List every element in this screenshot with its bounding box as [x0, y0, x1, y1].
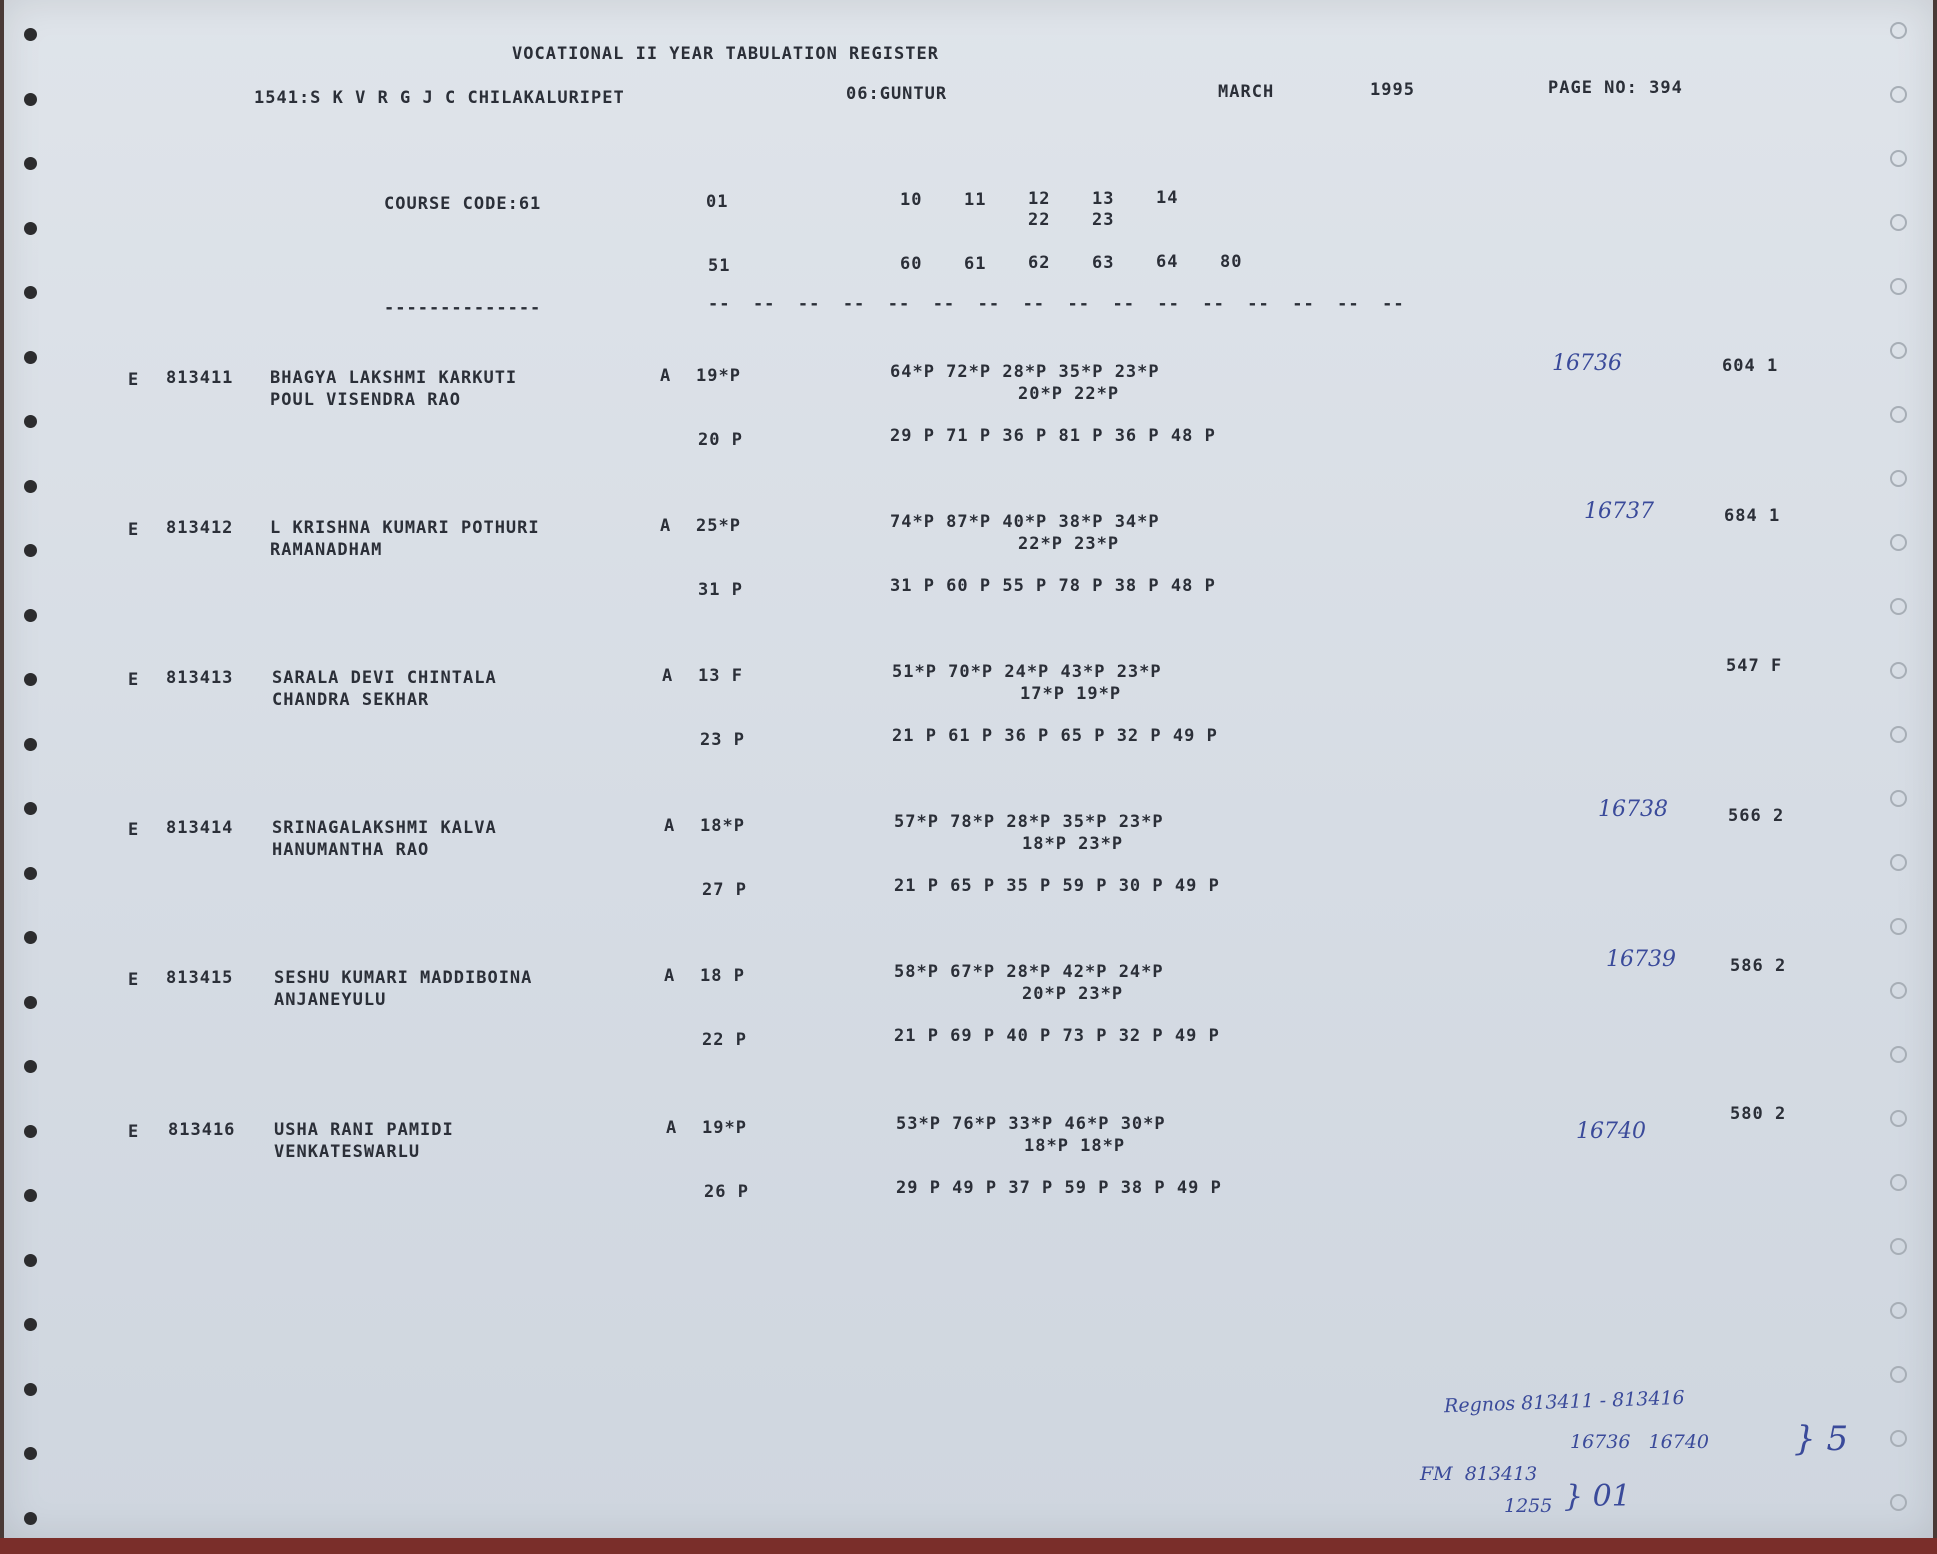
feed-hole	[24, 351, 37, 364]
feed-hole	[24, 1318, 37, 1331]
subject-code: 23	[1092, 210, 1115, 230]
feed-hole	[1890, 1238, 1907, 1255]
tabulation-sheet	[4, 0, 1933, 1538]
header-underline: --------------	[384, 298, 542, 318]
marks-row: 29 P 49 P 37 P 59 P 38 P 49 P	[896, 1178, 1222, 1198]
feed-hole	[1890, 790, 1907, 807]
mark: 13 F	[698, 666, 743, 686]
page-edge	[0, 1538, 1937, 1554]
feed-hole	[1890, 214, 1907, 231]
marks-row: 53*P 76*P 33*P 46*P 30*P	[896, 1114, 1166, 1134]
feed-hole	[24, 1447, 37, 1460]
marks-row: 58*P 67*P 28*P 42*P 24*P	[894, 962, 1164, 982]
feed-hole	[24, 544, 37, 557]
total-result: 586 2	[1730, 956, 1787, 976]
feed-hole	[24, 286, 37, 299]
summary-memo-range: 16736 16740	[1570, 1431, 1710, 1453]
feed-hole	[24, 93, 37, 106]
marks-row: 57*P 78*P 28*P 35*P 23*P	[894, 812, 1164, 832]
course-code: COURSE CODE:61	[384, 194, 542, 214]
district: 06:GUNTUR	[846, 84, 948, 104]
record-type: E	[128, 970, 140, 990]
feed-hole	[1890, 1174, 1907, 1191]
feed-hole	[1890, 342, 1907, 359]
summary-roll-range: Regnos 813411 - 813416	[1443, 1386, 1686, 1418]
marks-row: 51*P 70*P 24*P 43*P 23*P	[892, 662, 1162, 682]
feed-hole	[24, 222, 37, 235]
summary-failed-roll: FM 813413	[1420, 1463, 1538, 1485]
feed-hole	[24, 1189, 37, 1202]
marks-row: 21 P 61 P 36 P 65 P 32 P 49 P	[892, 726, 1218, 746]
feed-hole	[1890, 150, 1907, 167]
mark: 22 P	[702, 1030, 747, 1050]
record-type: E	[128, 520, 140, 540]
mark: 26 P	[704, 1182, 749, 1202]
mark: 18 P	[700, 966, 745, 986]
record-type: E	[128, 670, 140, 690]
group-code: A	[662, 666, 674, 686]
feed-hole	[1890, 662, 1907, 679]
student-name: USHA RANI PAMIDI	[274, 1120, 454, 1140]
total-result: 566 2	[1728, 806, 1785, 826]
roll-number: 813416	[168, 1120, 236, 1140]
total-result: 547 F	[1726, 656, 1783, 676]
marks-row: 31 P 60 P 55 P 78 P 38 P 48 P	[890, 576, 1216, 596]
handwritten-memo-number: 16739	[1606, 947, 1676, 972]
feed-hole	[24, 1060, 37, 1073]
subject-code: 64	[1156, 252, 1179, 272]
total-result: 604 1	[1722, 356, 1779, 376]
mark: 23 P	[700, 730, 745, 750]
feed-hole	[24, 1125, 37, 1138]
exam-month: MARCH	[1218, 82, 1275, 102]
marks-row: 20*P 22*P	[1018, 384, 1120, 404]
marks-row: 18*P 23*P	[1022, 834, 1124, 854]
feed-hole	[24, 1254, 37, 1267]
father-name: ANJANEYULU	[274, 990, 387, 1010]
total-result: 580 2	[1730, 1104, 1787, 1124]
feed-hole	[24, 931, 37, 944]
subject-code: 63	[1092, 253, 1115, 273]
roll-number: 813415	[166, 968, 234, 988]
subject-code: 11	[964, 190, 987, 210]
marks-row: 22*P 23*P	[1018, 534, 1120, 554]
father-name: VENKATESWARLU	[274, 1142, 421, 1162]
mark: 19*P	[696, 366, 741, 386]
feed-hole	[24, 738, 37, 751]
record-type: E	[128, 370, 140, 390]
student-name: L KRISHNA KUMARI POTHURI	[270, 518, 540, 538]
feed-hole	[1890, 1046, 1907, 1063]
marks-row: 17*P 19*P	[1020, 684, 1122, 704]
feed-hole	[1890, 406, 1907, 423]
father-name: POUL VISENDRA RAO	[270, 390, 461, 410]
feed-hole	[1890, 1110, 1907, 1127]
handwritten-memo-number: 16740	[1576, 1119, 1646, 1144]
father-name: RAMANADHAM	[270, 540, 383, 560]
feed-hole	[24, 802, 37, 815]
subject-code: 22	[1028, 210, 1051, 230]
roll-number: 813414	[166, 818, 234, 838]
feed-hole	[24, 480, 37, 493]
total-result: 684 1	[1724, 506, 1781, 526]
father-name: HANUMANTHA RAO	[272, 840, 430, 860]
subject-code: 13	[1092, 189, 1115, 209]
mark: 20 P	[698, 430, 743, 450]
feed-hole	[1890, 918, 1907, 935]
father-name: CHANDRA SEKHAR	[272, 690, 430, 710]
feed-hole	[24, 157, 37, 170]
feed-hole	[1890, 726, 1907, 743]
subject-code: 14	[1156, 188, 1179, 208]
student-name: SRINAGALAKSHMI KALVA	[272, 818, 497, 838]
feed-hole	[1890, 598, 1907, 615]
marks-row: 64*P 72*P 28*P 35*P 23*P	[890, 362, 1160, 382]
summary-failed-memo: 1255	[1504, 1495, 1553, 1517]
feed-hole	[1890, 470, 1907, 487]
feed-hole	[1890, 278, 1907, 295]
feed-hole	[1890, 534, 1907, 551]
feed-hole	[24, 28, 37, 41]
marks-row: 29 P 71 P 36 P 81 P 36 P 48 P	[890, 426, 1216, 446]
feed-hole	[24, 415, 37, 428]
college-name: 1541:S K V R G J C CHILAKALURIPET	[254, 88, 625, 108]
group-code: A	[660, 516, 672, 536]
exam-year: 1995	[1370, 80, 1415, 100]
page-number: PAGE NO: 394	[1548, 78, 1683, 98]
subject-code: 01	[706, 192, 729, 212]
mark: 31 P	[698, 580, 743, 600]
mark: 25*P	[696, 516, 741, 536]
feed-hole	[1890, 982, 1907, 999]
feed-hole	[1890, 1302, 1907, 1319]
feed-hole	[24, 1383, 37, 1396]
record-type: E	[128, 1122, 140, 1142]
subject-code: 51	[708, 256, 731, 276]
summary-failed-count: } 01	[1564, 1479, 1631, 1514]
feed-hole	[1890, 86, 1907, 103]
register-title: VOCATIONAL II YEAR TABULATION REGISTER	[512, 44, 939, 64]
feed-hole	[24, 673, 37, 686]
subject-code: 60	[900, 254, 923, 274]
feed-hole	[24, 867, 37, 880]
subject-code: 61	[964, 254, 987, 274]
student-name: BHAGYA LAKSHMI KARKUTI	[270, 368, 518, 388]
group-code: A	[664, 966, 676, 986]
summary-count: } 5	[1794, 1419, 1849, 1459]
subject-code: 10	[900, 190, 923, 210]
marks-row: 21 P 65 P 35 P 59 P 30 P 49 P	[894, 876, 1220, 896]
feed-hole	[1890, 1494, 1907, 1511]
group-code: A	[660, 366, 672, 386]
feed-hole	[1890, 1366, 1907, 1383]
handwritten-memo-number: 16736	[1552, 351, 1622, 376]
group-code: A	[666, 1118, 678, 1138]
marks-row: 21 P 69 P 40 P 73 P 32 P 49 P	[894, 1026, 1220, 1046]
subject-code: 62	[1028, 253, 1051, 273]
mark: 19*P	[702, 1118, 747, 1138]
feed-hole	[1890, 854, 1907, 871]
roll-number: 813411	[166, 368, 234, 388]
student-name: SESHU KUMARI MADDIBOINA	[274, 968, 533, 988]
feed-hole	[24, 609, 37, 622]
record-type: E	[128, 820, 140, 840]
marks-row: 20*P 23*P	[1022, 984, 1124, 1004]
feed-hole	[24, 996, 37, 1009]
roll-number: 813412	[166, 518, 234, 538]
subject-code: 80	[1220, 252, 1243, 272]
handwritten-memo-number: 16738	[1598, 797, 1668, 822]
handwritten-memo-number: 16737	[1584, 499, 1654, 524]
feed-hole	[1890, 22, 1907, 39]
feed-hole	[24, 1512, 37, 1525]
feed-hole	[1890, 1430, 1907, 1447]
mark: 18*P	[700, 816, 745, 836]
column-separator: -- -- -- -- -- -- -- -- -- -- -- -- -- -- -- --	[708, 294, 1405, 314]
roll-number: 813413	[166, 668, 234, 688]
marks-row: 18*P 18*P	[1024, 1136, 1126, 1156]
student-name: SARALA DEVI CHINTALA	[272, 668, 497, 688]
group-code: A	[664, 816, 676, 836]
marks-row: 74*P 87*P 40*P 38*P 34*P	[890, 512, 1160, 532]
mark: 27 P	[702, 880, 747, 900]
subject-code: 12	[1028, 189, 1051, 209]
